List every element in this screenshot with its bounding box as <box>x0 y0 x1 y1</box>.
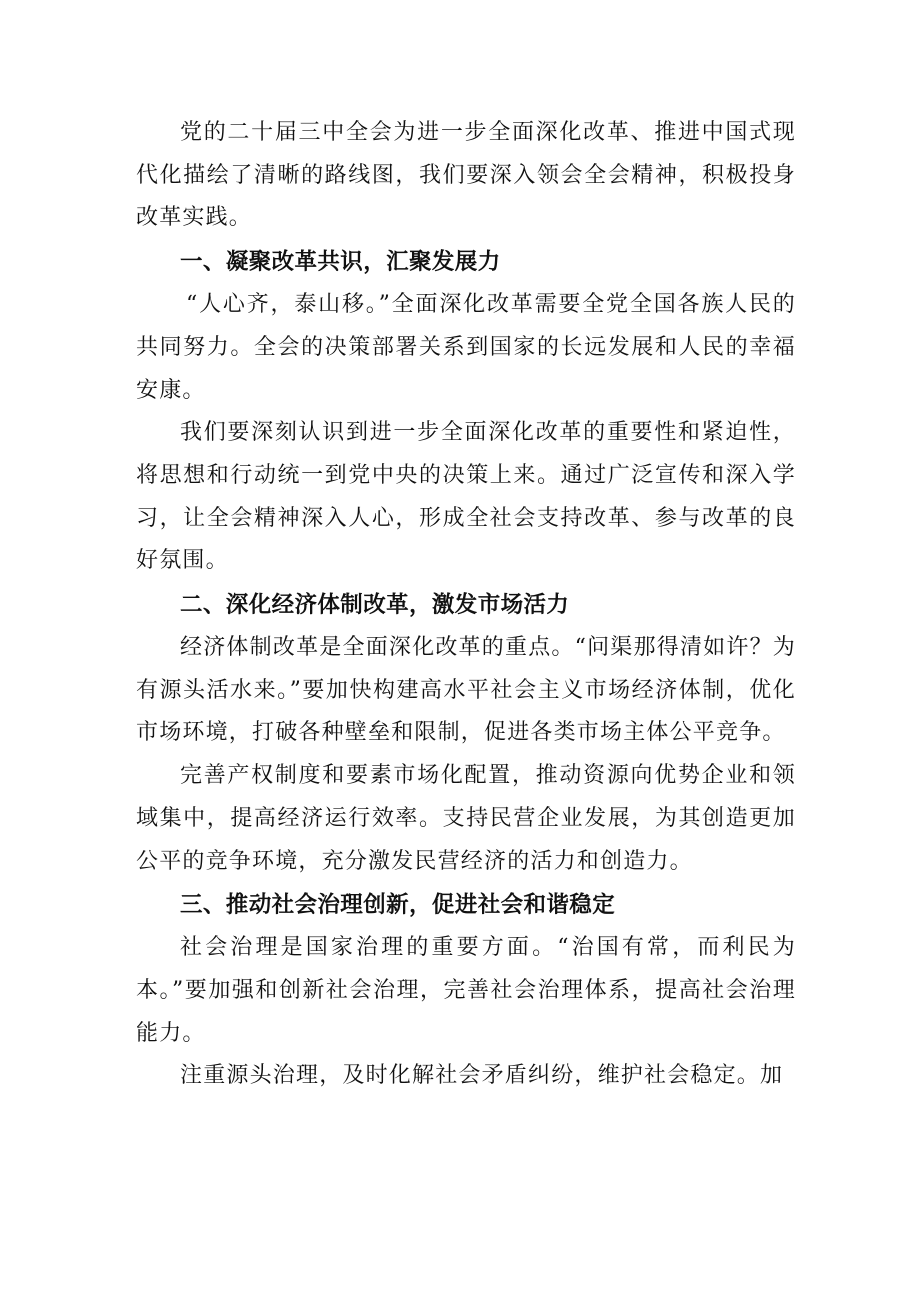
intro-paragraph: 党的二十届三中全会为进一步全面深化改革、推进中国式现代化描绘了清晰的路线图，我们要深入领会全会精神，积极投身改革实践。 <box>136 120 796 231</box>
section-3-paragraph-2: 注重源头治理，及时化解社会矛盾纠纷，维护社会稳定。加 <box>180 1063 784 1089</box>
section-2-paragraph-2: 完善产权制度和要素市场化配置，推动资源向优势企业和领域集中，提高经济运行效率。支持民营企业发展，为其创造更加公平的竞争环境，充分激发民营经济的活力和创造力。 <box>136 763 796 874</box>
section-1-paragraph-2: 我们要深刻认识到进一步全面深化改革的重要性和紧迫性，将思想和行动统一到党中央的决策上来。通过广泛宣传和深入学习，让全会精神深入人心，形成全社会支持改革、参与改革的良好氛围。 <box>136 420 796 574</box>
section-heading-1: 一、凝聚改革共识，汇聚发展力 <box>180 249 501 276</box>
article-body <box>136 112 796 1098</box>
section-heading-3: 三、推动社会治理创新，促进社会和谐稳定 <box>180 892 616 919</box>
section-2-paragraph-1: 经济体制改革是全面深化改革的重点。“问渠那得清如许？为有源头活水来。”要加快构建高水平社会主义市场经济体制，优化市场环境，打破各种壁垒和限制，促进各类市场主体公平竞争。 <box>136 635 796 746</box>
section-1-paragraph-1: “人心齐，泰山移。”全面深化改革需要全党全国各族人民的共同努力。全会的决策部署关系到国家的长远发展和人民的幸福安康。 <box>136 292 796 403</box>
section-3-paragraph-1: 社会治理是国家治理的重要方面。“治国有常，而利民为本。”要加强和创新社会治理，完善社会治理体系，提高社会治理能力。 <box>136 935 796 1046</box>
section-heading-2: 二、深化经济体制改革，激发市场活力 <box>180 592 570 619</box>
